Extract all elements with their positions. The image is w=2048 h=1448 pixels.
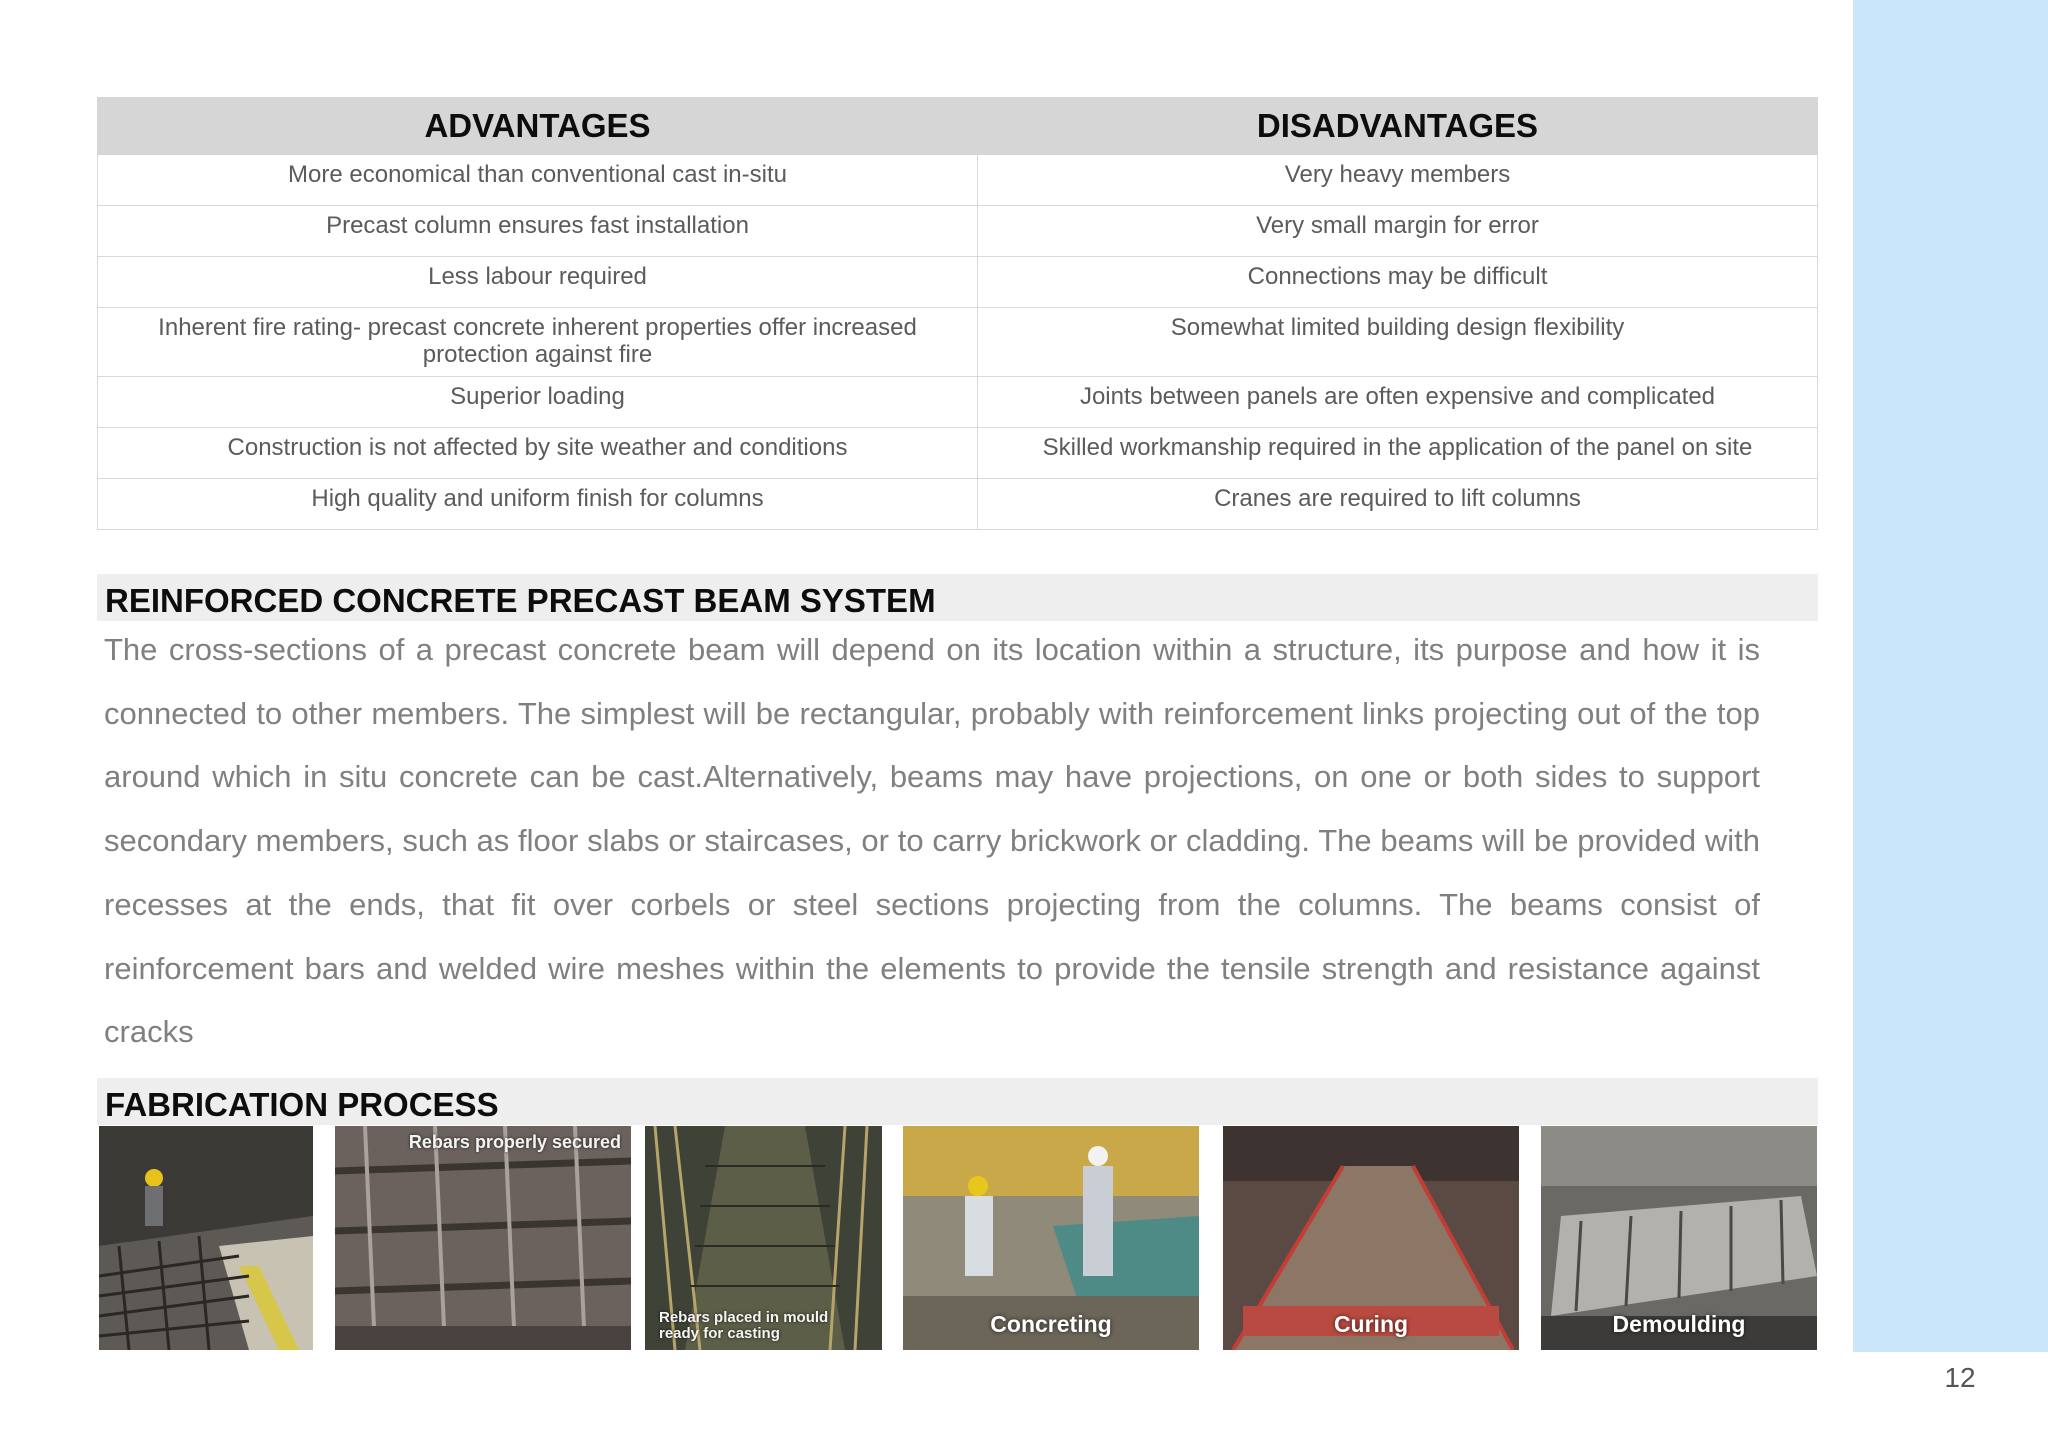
advantage-cell: Less labour required xyxy=(98,257,978,308)
disadvantage-cell: Very heavy members xyxy=(978,155,1818,206)
advantage-cell: More economical than conventional cast in-situ xyxy=(98,155,978,206)
disadvantage-cell: Skilled workmanship required in the application of the panel on site xyxy=(978,428,1818,479)
table-row xyxy=(98,206,1818,257)
disadvantage-cell: Somewhat limited building design flexibility xyxy=(978,308,1818,377)
photo-caption: Concreting xyxy=(990,1311,1112,1337)
table-row xyxy=(98,308,1818,377)
fabrication-heading: FABRICATION PROCESS xyxy=(105,1086,499,1123)
fabrication-photo-rebars-in-mould xyxy=(645,1126,882,1350)
beam-system-description: The cross-sections of a precast concrete beam will depend on its location within a structure, its purpose and how it is connected to other members. The simplest will be rectangular, probably with reinforcement links projecting out of the top around which in situ concrete can be cast.Alternatively, beams may have projections, on one or both sides to support secondary members, such as floor slabs or staircases, or to carry brickwork or cladding. The beams will be provided with recesses at the ends, that fit over corbels or steel sections projecting from the columns. The beams consist of reinforcement bars and welded wire meshes within the elements to provide the tensile strength and resistance against cracks xyxy=(104,632,1760,1050)
advantages-disadvantages-table xyxy=(97,97,1818,530)
page-number: 12 xyxy=(1944,1362,1976,1393)
photo-caption: Demoulding xyxy=(1612,1311,1746,1337)
advantage-cell: Superior loading xyxy=(98,377,978,428)
disadvantages-header: DISADVANTAGES xyxy=(978,98,1818,155)
table-row xyxy=(98,428,1818,479)
advantage-cell: High quality and uniform finish for columns xyxy=(98,479,978,530)
disadvantage-cell: Cranes are required to lift columns xyxy=(978,479,1818,530)
table-header-row xyxy=(98,98,1818,155)
rebars-secured-image xyxy=(335,1126,631,1350)
table-row xyxy=(98,377,1818,428)
table-row xyxy=(98,155,1818,206)
fabrication-photo-demoulding xyxy=(1541,1126,1817,1350)
rebar-cage-image xyxy=(99,1126,313,1350)
side-accent-bar xyxy=(1853,0,2048,1352)
fabrication-heading-bar xyxy=(97,1078,1818,1125)
table-row xyxy=(98,257,1818,308)
fabrication-photo-rebars-secured xyxy=(335,1126,631,1350)
advantage-cell: Precast column ensures fast installation xyxy=(98,206,978,257)
beam-system-heading-bar xyxy=(97,574,1818,621)
disadvantage-cell: Connections may be difficult xyxy=(978,257,1818,308)
advantage-cell: Construction is not affected by site weather and conditions xyxy=(98,428,978,479)
photo-caption: Curing xyxy=(1333,1311,1409,1337)
advantage-cell: Inherent fire rating- precast concrete inherent properties offer increased protection against fire xyxy=(98,308,978,377)
photo-caption: Rebars placed in mould ready for casting xyxy=(659,1309,829,1342)
disadvantage-cell: Very small margin for error xyxy=(978,206,1818,257)
beam-system-heading: REINFORCED CONCRETE PRECAST BEAM SYSTEM xyxy=(105,582,936,619)
advantages-header: ADVANTAGES xyxy=(98,98,978,155)
photo-caption: Rebars properly secured xyxy=(408,1132,621,1152)
fabrication-photo-curing xyxy=(1223,1126,1519,1350)
fabrication-photo-concreting xyxy=(903,1126,1199,1350)
fabrication-photo-rebar-cages xyxy=(99,1126,313,1350)
table-row xyxy=(98,479,1818,530)
disadvantage-cell: Joints between panels are often expensive and complicated xyxy=(978,377,1818,428)
